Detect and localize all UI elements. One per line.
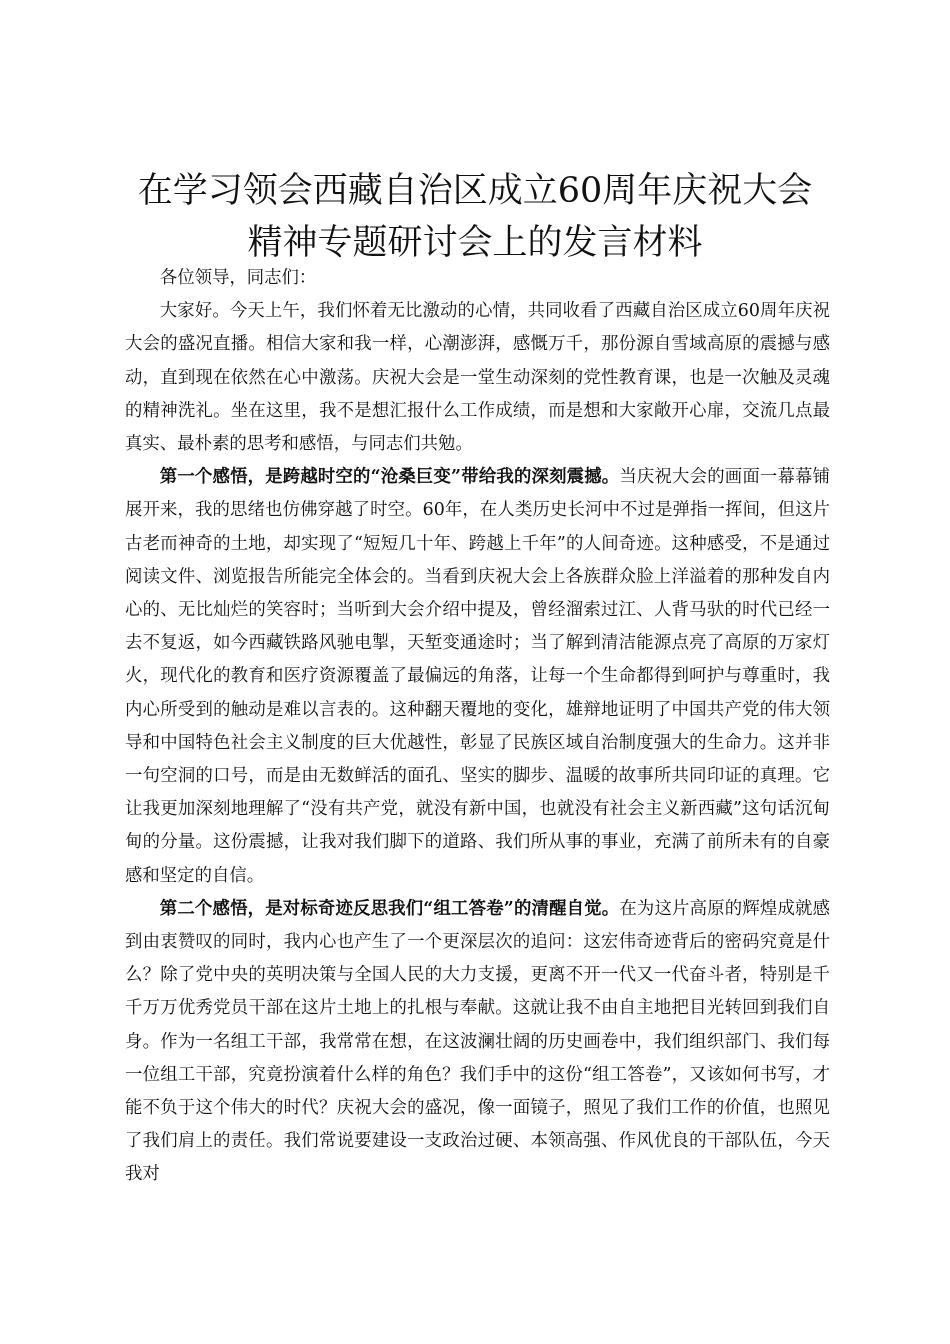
paragraph-3 [125,893,830,1192]
paragraph-2-text: 当庆祝大会的画面一幕幕铺展开来，我的思绪也仿佛穿越了时空。60年，在人类历史长河中不过是弹指一挥间，但这片古老而神奇的土地，却实现了“短短几十年、跨越上千年”的人间奇迹。这种感受，不是通过阅读文件、浏览报告所能完全体会的。当看到庆祝大会上各族群众脸上洋溢着的那种发自内心的、无比灿烂的笑容时；当听到大会介绍中提及，曾经溜索过江、人背马驮的时代已经一去不复返，如今西藏铁路风驰电掣，天堑变通途时；当了解到清洁能源点亮了高原的万家灯火，现代化的教育和医疗资源覆盖了最偏远的角落，让每一个生命都得到呵护与尊重时，我内心所受到的触动是难以言表的。这种翻天覆地的变化，雄辩地证明了中国共产党的伟大领导和中国特色社会主义制度的巨大优越性，彰显了民族区域自治制度强大的生命力。这并非一句空洞的口号，而是由无数鲜活的面孔、坚实的脚步、温暖的故事所共同印证的真理。它让我更加深刻地理解了“没有共产党，就没有新中国，也就没有社会主义新西藏”这句话沉甸甸的分量。这份震撼，让我对我们脚下的道路、我们所从事的事业，充满了前所未有的自豪感和坚定的自信。 [125,467,830,886]
paragraph-3-lead: 第二个感悟，是对标奇迹反思我们“组工答卷”的清醒自觉。 [159,898,620,919]
title-line-2: 精神专题研讨会上的发言材料 [247,223,703,263]
paragraph-1-text: 大家好。今天上午，我们怀着无比激动的心情，共同收看了西藏自治区成立60周年庆祝大会的盛况直播。相信大家和我一样，心潮澎湃，感慨万千，那份源自雪域高原的震撼与感动，直到现在依然在心中激荡。庆祝大会是一堂生动深刻的党性教育课，也是一次触及灵魂的精神洗礼。坐在这里，我不是想汇报什么工作成绩，而是想和大家敞开心扉，交流几点最真实、最朴素的思考和感悟，与同志们共勉。 [125,301,830,455]
paragraph-3-text: 在为这片高原的辉煌成就感到由衷赞叹的同时，我内心也产生了一个更深层次的追问：这宏伟奇迹背后的密码究竟是什么？除了党中央的英明决策与全国人民的大力支援，更离不开一代又一代奋斗者，特别是千千万万优秀党员干部在这片土地上的扎根与奉献。这就让我不由自主地把目光转回到我们自身。作为一名组工干部，我常常在想，在这波澜壮阔的历史画卷中，我们组织部门、我们每一位组工干部，究竟扮演着什么样的角色？我们手中的这份“组工答卷”，又该如何书写，才能不负于这个伟大的时代？庆祝大会的盛况，像一面镜子，照见了我们工作的价值，也照见了我们肩上的责任。我们常说要建设一支政治过硬、本领高强、作风优良的干部队伍，今天我对 [125,898,830,1185]
document-title [120,165,830,269]
paragraph-2-lead: 第一个感悟，是跨越时空的“沧桑巨变”带给我的深刻震撼。 [159,467,620,488]
salutation: 各位领导，同志们： [159,268,317,288]
paragraph-2 [125,461,830,893]
document-body [125,262,830,1192]
title-line-1: 在学习领会西藏自治区成立60周年庆祝大会 [137,171,813,211]
paragraph-1 [125,295,830,461]
